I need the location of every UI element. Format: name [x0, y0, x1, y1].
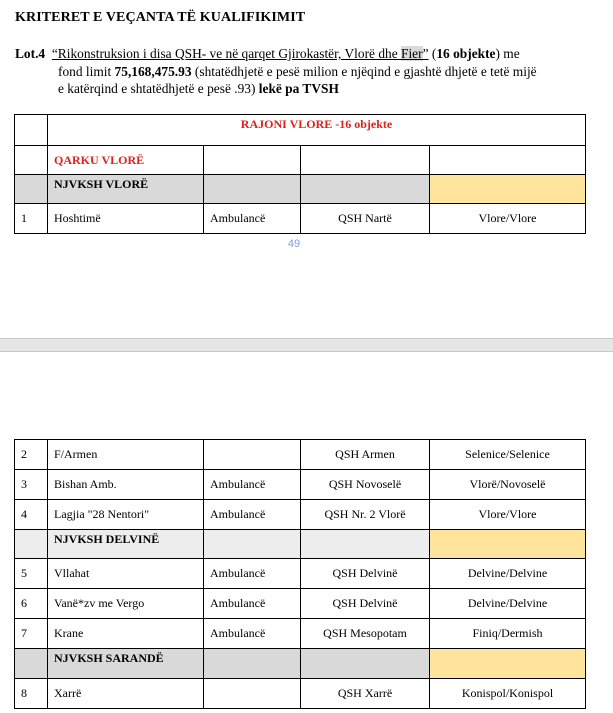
region-table-continued: [14, 439, 586, 709]
group-cell: [301, 649, 430, 679]
empty-cell: [204, 146, 301, 175]
location: Delvine/Delvine: [430, 559, 586, 589]
region-header: RAJONI VLORE -16 objekte: [48, 115, 586, 146]
health-center: QSH Nr. 2 Vlorë: [301, 500, 430, 530]
empty-cell: [301, 146, 430, 175]
empty-cell: [430, 146, 586, 175]
row-number: 5: [15, 559, 48, 589]
table-row: [15, 619, 586, 649]
location: Vlore/Vlore: [430, 204, 586, 234]
page-number: 49: [287, 238, 301, 250]
health-center: QSH Mesopotam: [301, 619, 430, 649]
fund-prefix: fond limit: [58, 63, 115, 79]
facility-name: Vanë*zv me Vergo: [48, 589, 204, 619]
fund-value: 75,168,475.93: [114, 63, 192, 79]
lot-count-close: ) me: [495, 46, 520, 61]
location: Vlore/Vlore: [430, 500, 586, 530]
facility-name: Vllahat: [48, 559, 204, 589]
fund-words: (shtatëdhjetë e pesë milion e njëqind e gjashtë dhjetë e tetë mijë: [191, 63, 537, 79]
facility-type: Ambulancë: [204, 559, 301, 589]
lot-title-highlight: Fier: [401, 46, 423, 61]
facility-type: [204, 440, 301, 470]
group-cell-highlight: [430, 175, 586, 204]
location: Finiq/Dermish: [430, 619, 586, 649]
lot-title: [52, 46, 429, 61]
empty-cell: [15, 146, 48, 175]
location: Vlorë/Novoselë: [430, 470, 586, 500]
group-cell: [204, 649, 301, 679]
document-page-1: [0, 0, 613, 338]
table-row: [15, 679, 586, 709]
facility-name: Krane: [48, 619, 204, 649]
row-number: 2: [15, 440, 48, 470]
county-label: QARKU VLORË: [48, 146, 204, 175]
location: Konispol/Konispol: [430, 679, 586, 709]
facility-type: [204, 679, 301, 709]
facility-name: Xarrë: [48, 679, 204, 709]
region-table-top: [14, 114, 586, 234]
table-row: [15, 589, 586, 619]
group-cell: [301, 530, 430, 559]
row-number: 3: [15, 470, 48, 500]
group-cell: [301, 175, 430, 204]
group-label-delvine: NJVKSH DELVINË: [48, 530, 204, 559]
lot-count-open: (: [428, 46, 437, 61]
health-center: QSH Delvinë: [301, 559, 430, 589]
health-center: QSH Armen: [301, 440, 430, 470]
row-number: 6: [15, 589, 48, 619]
fund-suffix: lekë pa TVSH: [258, 81, 339, 96]
lot-label: Lot.4: [15, 46, 46, 61]
facility-name: F/Armen: [48, 440, 204, 470]
table-row: [15, 500, 586, 530]
row-number: 8: [15, 679, 48, 709]
group-label: NJVKSH VLORË: [48, 175, 204, 204]
facility-name: Bishan Amb.: [48, 470, 204, 500]
header-empty-cell: [15, 115, 48, 146]
group-cell-highlight: [430, 530, 586, 559]
section-heading: KRITERET E VEÇANTA TË KUALIFIKIMIT: [15, 10, 306, 25]
facility-type: Ambulancë: [204, 204, 301, 234]
group-label-sarande: NJVKSH SARANDË: [48, 649, 204, 679]
lot-count: 16 objekte: [436, 46, 496, 61]
facility-name: Hoshtimë: [48, 204, 204, 234]
health-center: QSH Nartë: [301, 204, 430, 234]
group-cell-highlight: [430, 649, 586, 679]
group-cell: [15, 530, 48, 559]
table-row: [15, 559, 586, 589]
lot-title-part2: ”: [422, 46, 429, 61]
health-center: QSH Xarrë: [301, 679, 430, 709]
group-cell: [15, 175, 48, 204]
location: Selenice/Selenice: [430, 440, 586, 470]
facility-type: Ambulancë: [204, 619, 301, 649]
page-gap: [0, 338, 613, 352]
row-number: 1: [15, 204, 48, 234]
lot-fund-line: [15, 63, 600, 81]
table-row: [15, 440, 586, 470]
group-cell: [15, 649, 48, 679]
group-cell: [204, 530, 301, 559]
location: Delvine/Delvine: [430, 589, 586, 619]
facility-type: Ambulancë: [204, 470, 301, 500]
lot-fund-line-2: [15, 80, 600, 98]
group-cell: [204, 175, 301, 204]
lot-title-part1: “Rikonstruksion i disa QSH- ve në qarqet Gjirokastër, Vlorë dhe: [51, 46, 402, 61]
facility-type: Ambulancë: [204, 589, 301, 619]
facility-name: Lagjia "28 Nentori": [48, 500, 204, 530]
fund-words-2: e katërqind e shtatëdhjetë e pesë .93): [58, 81, 259, 96]
table-row: [15, 470, 586, 500]
facility-type: Ambulancë: [204, 500, 301, 530]
lot-description: [15, 45, 600, 98]
row-number: 4: [15, 500, 48, 530]
row-number: 7: [15, 619, 48, 649]
health-center: QSH Novoselë: [301, 470, 430, 500]
table-row: [15, 204, 586, 234]
health-center: QSH Delvinë: [301, 589, 430, 619]
